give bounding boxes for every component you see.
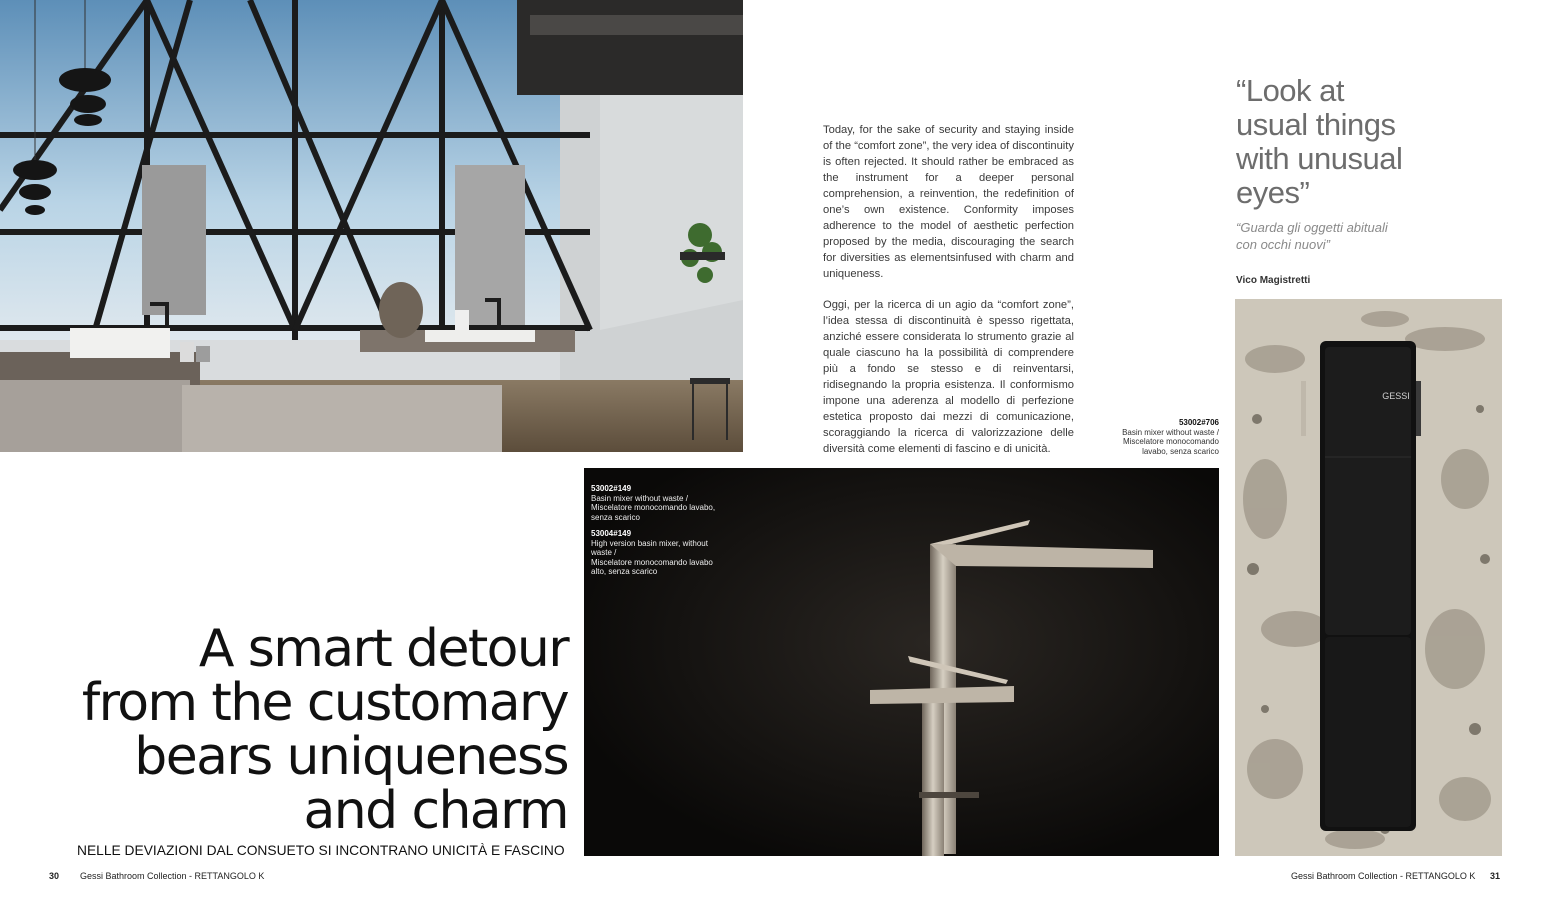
pull-quote-line: “Look at <box>1236 73 1345 108</box>
page-number-left: 30 <box>49 871 60 881</box>
brand-logo-text: GESSI <box>1382 391 1410 401</box>
pull-quote-line: eyes” <box>1236 175 1310 210</box>
subheadline: NELLE DEVIAZIONI DAL CONSUETO SI INCONTRANO UNICITÀ E FASCINO <box>77 843 565 858</box>
caption-line: alto, senza scarico <box>591 567 658 576</box>
caption-code: 53002#706 <box>1178 418 1219 427</box>
stone-tap-illustration <box>1235 299 1502 856</box>
caption-53002-706 <box>1108 418 1219 456</box>
tap-illustration <box>584 468 1219 856</box>
page-number-right: 31 <box>1490 871 1501 881</box>
caption-line: lavabo, senza scarico <box>1142 446 1219 456</box>
caption-code: 53002#149 <box>591 484 632 493</box>
caption-line: Miscelatore monocomando lavabo <box>591 557 713 567</box>
quote-author: Vico Magistretti <box>1236 275 1311 286</box>
pull-quote-line: with unusual <box>1236 141 1403 176</box>
footer-title-left: Gessi Bathroom Collection - RETTANGOLO K <box>80 871 265 881</box>
pull-quote-line: usual things <box>1236 107 1396 142</box>
tap-product-photo <box>584 468 1219 856</box>
headline-line: and charm <box>303 781 568 841</box>
pull-quote-italian <box>1236 219 1436 253</box>
body-paragraph-english: Today, for the sake of security and staying inside of the “comfort zone”, the very idea of discontinuity is often rejected. It should rather be embraced as the instrument for a deeper personal comprehension, a reinvention, the redefinition of one’s own existence. Conformity imposes adherence to the model of aesthetic perfection proposed by the media, discouraging the search for diversities as elementsinfused with charm and uniqueness. <box>823 124 1074 280</box>
headline <box>8 619 568 841</box>
stone-tap-photo <box>1235 299 1502 856</box>
pull-quote-italian-line: “Guarda gli oggetti abituali <box>1236 220 1388 235</box>
body-paragraph-italian: Oggi, per la ricerca di un agio da “comfort zone”, l’idea stessa di discontinuità è spesso rigettata, anziché essere considerata lo strumento grazie al quale ciascuno ha la possibilità di comprendere più a fondo se stesso e di reinventarsi, ridisegnando la propria esistenza. Il conformismo impone una aderenza al modello di perfezione estetica proposto dai mezzi di comunicazione, scoraggiando la ricerca di valorizzazione delle diversità come elementi di fascino e di unicità. <box>823 299 1074 455</box>
caption-line: Miscelatore monocomando lavabo, <box>591 503 716 512</box>
caption-53004-149 <box>591 529 721 577</box>
bathroom-illustration <box>0 0 743 452</box>
headline-line: bears uniqueness <box>134 727 568 787</box>
caption-line: High version basin mixer, without <box>591 538 708 548</box>
caption-53002-149 <box>591 484 721 522</box>
caption-line: waste / <box>591 548 617 557</box>
pull-quote <box>1236 74 1506 210</box>
caption-line: Basin mixer without waste / <box>591 493 688 503</box>
caption-line: senza scarico <box>591 512 640 522</box>
footer-title-right: Gessi Bathroom Collection - RETTANGOLO K <box>1291 871 1476 881</box>
caption-line: Basin mixer without waste / <box>1122 427 1219 437</box>
caption-line: Miscelatore monocomando <box>1122 437 1219 446</box>
bathroom-photo <box>0 0 743 452</box>
caption-code: 53004#149 <box>591 529 632 538</box>
headline-line: from the customary <box>81 673 568 733</box>
headline-line: A smart detour <box>198 619 568 679</box>
pull-quote-italian-line: con occhi nuovi” <box>1236 237 1330 252</box>
